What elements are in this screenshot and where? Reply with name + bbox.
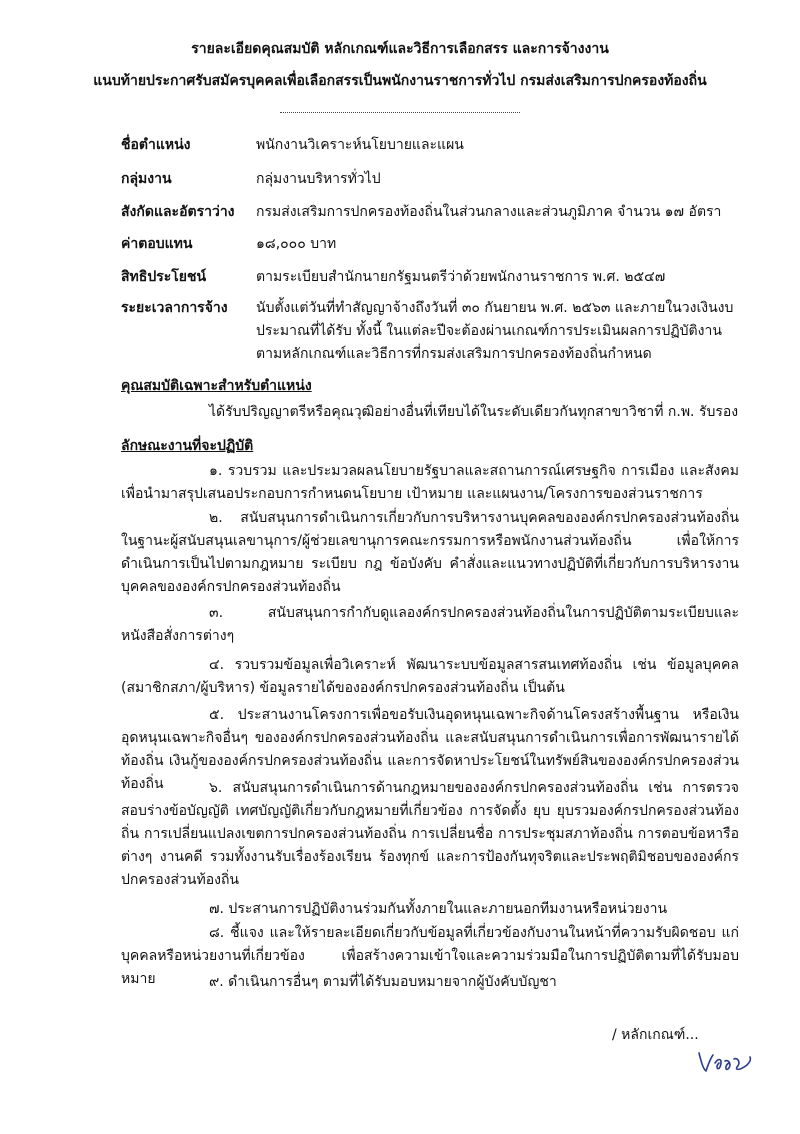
duties-heading: ลักษณะงานที่จะปฏิบัติ xyxy=(121,438,254,454)
document-title-line-1: รายละเอียดคุณสมบัติ หลักเกณฑ์และวิธีการเลือกสรร และการจ้างงาน xyxy=(191,41,609,57)
field-label-group: กลุ่มงาน xyxy=(121,171,172,187)
field-value-benefits: ตามระเบียบสำนักนายกรัฐมนตรีว่าด้วยพนักงานราชการ พ.ศ. ๒๕๔๗ xyxy=(256,269,666,285)
title-divider xyxy=(280,112,520,113)
field-label-affiliation: สังกัดและอัตราว่าง xyxy=(121,204,235,220)
duty-item-1: ๑. รวบรวม และประมวลผลนโยบายรัฐบาลและสถานการณ์เศรษฐกิจ การเมือง และสังคม เพื่อนำมาสรุปเสนอประกอบการกำหนดนโยบาย เป้าหมาย และแผนงาน/โครงการของส่วนราชการ xyxy=(121,463,739,502)
field-value-affiliation: กรมส่งเสริมการปกครองท้องถิ่นในส่วนกลางและส่วนภูมิภาค จำนวน ๑๗ อัตรา xyxy=(256,204,722,220)
qualifications-heading: คุณสมบัติเฉพาะสำหรับตำแหน่ง xyxy=(121,378,312,394)
field-value-employment-period: นับตั้งแต่วันที่ทำสัญญาจ้างถึงวันที่ ๓๐ กันยายน พ.ศ. ๒๕๖๓ และภายในวงเงินงบประมาณที่ได้รับ ทั้งนี้ ในแต่ละปีจะต้องผ่านเกณฑ์การประเมินผลการปฏิบัติงานตามหลักเกณฑ์และวิธีการที่กรมส่งเสริมการปกครองท้องถิ่นกำหนด xyxy=(256,300,734,362)
field-label-compensation: ค่าตอบแทน xyxy=(121,236,193,252)
document-title-line-2: แนบท้ายประกาศรับสมัครบุคคลเพื่อเลือกสรรเป็นพนักงานราชการทั่วไป กรมส่งเสริมการปกครองท้องถิ่น xyxy=(93,73,707,89)
qualifications-text: ได้รับปริญญาตรีหรือคุณวุฒิอย่างอื่นที่เทียบได้ในระดับเดียวกันทุกสาขาวิชาที่ ก.พ. รับรอง xyxy=(209,404,739,420)
signature-initials xyxy=(695,1047,755,1077)
continuation-note: / หลักเกณฑ์... xyxy=(612,1027,699,1043)
duty-item-2: ๒. สนับสนุนการดำเนินการเกี่ยวกับการบริหารงานบุคคลขององค์กรปกครองส่วนท้องถิ่นในฐานะผู้สนับสนุนเลขานุการ/ผู้ช่วยเลขานุการคณะกรรมการหรือพนักงานส่วนท้องถิ่น เพื่อให้การดำเนินการเป็นไปตามกฎหมาย ระเบียบ กฎ ข้อบังคับ คำสั่งและแนวทางปฏิบัติที่เกี่ยวกับการบริหารงานบุคคลขององค์กรปกครองส่วนท้องถิ่น xyxy=(121,510,739,595)
duty-item-4: ๔. รวบรวมข้อมูลเพื่อวิเคราะห์ พัฒนาระบบข้อมูลสารสนเทศท้องถิ่น เช่น ข้อมูลบุคคล (สมาชิกสภา/ผู้บริหาร) ข้อมูลรายได้ขององค์กรปกครองส่วนท้องถิ่น เป็นต้น xyxy=(121,657,739,696)
field-value-position: พนักงานวิเคราะห์นโยบายและแผน xyxy=(256,137,464,153)
duty-item-3: ๓. สนับสนุนการกำกับดูแลองค์กรปกครองส่วนท้องถิ่นในการปฏิบัติตามระเบียบและหนังสือสั่งการต่างๆ xyxy=(121,605,739,644)
duty-item-8: ๘. ชี้แจง และให้รายละเอียดเกี่ยวกับข้อมูลที่เกี่ยวข้องกับงานในหน้าที่ความรับผิดชอบ แก่บุคคลหรือหน่วยงานที่เกี่ยวข้อง เพื่อสร้างความเข้าใจและความร่วมมือในการปฏิบัติตามที่ได้รับมอบหมาย xyxy=(121,925,739,987)
duty-item-7: ๗. ประสานการปฏิบัติงานร่วมกันทั้งภายในและภายนอกทีมงานหรือหน่วยงาน xyxy=(209,901,668,917)
duty-item-5: ๕. ประสานงานโครงการเพื่อขอรับเงินอุดหนุนเฉพาะกิจด้านโครงสร้างพื้นฐาน หรือเงินอุดหนุนเฉพาะกิจอื่นๆ ขององค์กรปกครองส่วนท้องถิ่น และสนับสนุนการดำเนินการเพื่อการพัฒนารายได้ท้องถิ่น เงินกู้ขององค์กรปกครองส่วนท้องถิ่น และการจัดหาประโยชน์ในทรัพย์สินขององค์กรปกครองส่วนท้องถิ่น xyxy=(121,707,739,792)
field-label-position: ชื่อตำแหน่ง xyxy=(121,137,191,153)
field-value-group: กลุ่มงานบริหารทั่วไป xyxy=(256,171,381,187)
field-value-compensation: ๑๘,๐๐๐ บาท xyxy=(256,236,337,252)
field-label-benefits: สิทธิประโยชน์ xyxy=(121,269,207,285)
duty-item-6: ๖. สนับสนุนการดำเนินการด้านกฎหมายขององค์กรปกครองส่วนท้องถิ่น เช่น การตรวจสอบร่างข้อบัญญัติ เทศบัญญัติเกี่ยวกับกฎหมายที่เกี่ยวข้อง การจัดตั้ง ยุบ ยุบรวมองค์กรปกครองส่วนท้องถิ่น การเปลี่ยนแปลงเขตการปกครองส่วนท้องถิ่น การเปลี่ยนชื่อ การประชุมสภาท้องถิ่น การตอบข้อหารือต่างๆ งานคดี รวมทั้งงานรับเรื่องร้องเรียน ร้องทุกข์ และการป้องกันทุจริตและประพฤติมิชอบขององค์กรปกครองส่วนท้องถิ่น xyxy=(121,780,739,888)
duty-item-9: ๙. ดำเนินการอื่นๆ ตามที่ได้รับมอบหมายจากผู้บังคับบัญชา xyxy=(209,974,557,990)
field-label-employment-period: ระยะเวลาการจ้าง xyxy=(121,300,228,316)
